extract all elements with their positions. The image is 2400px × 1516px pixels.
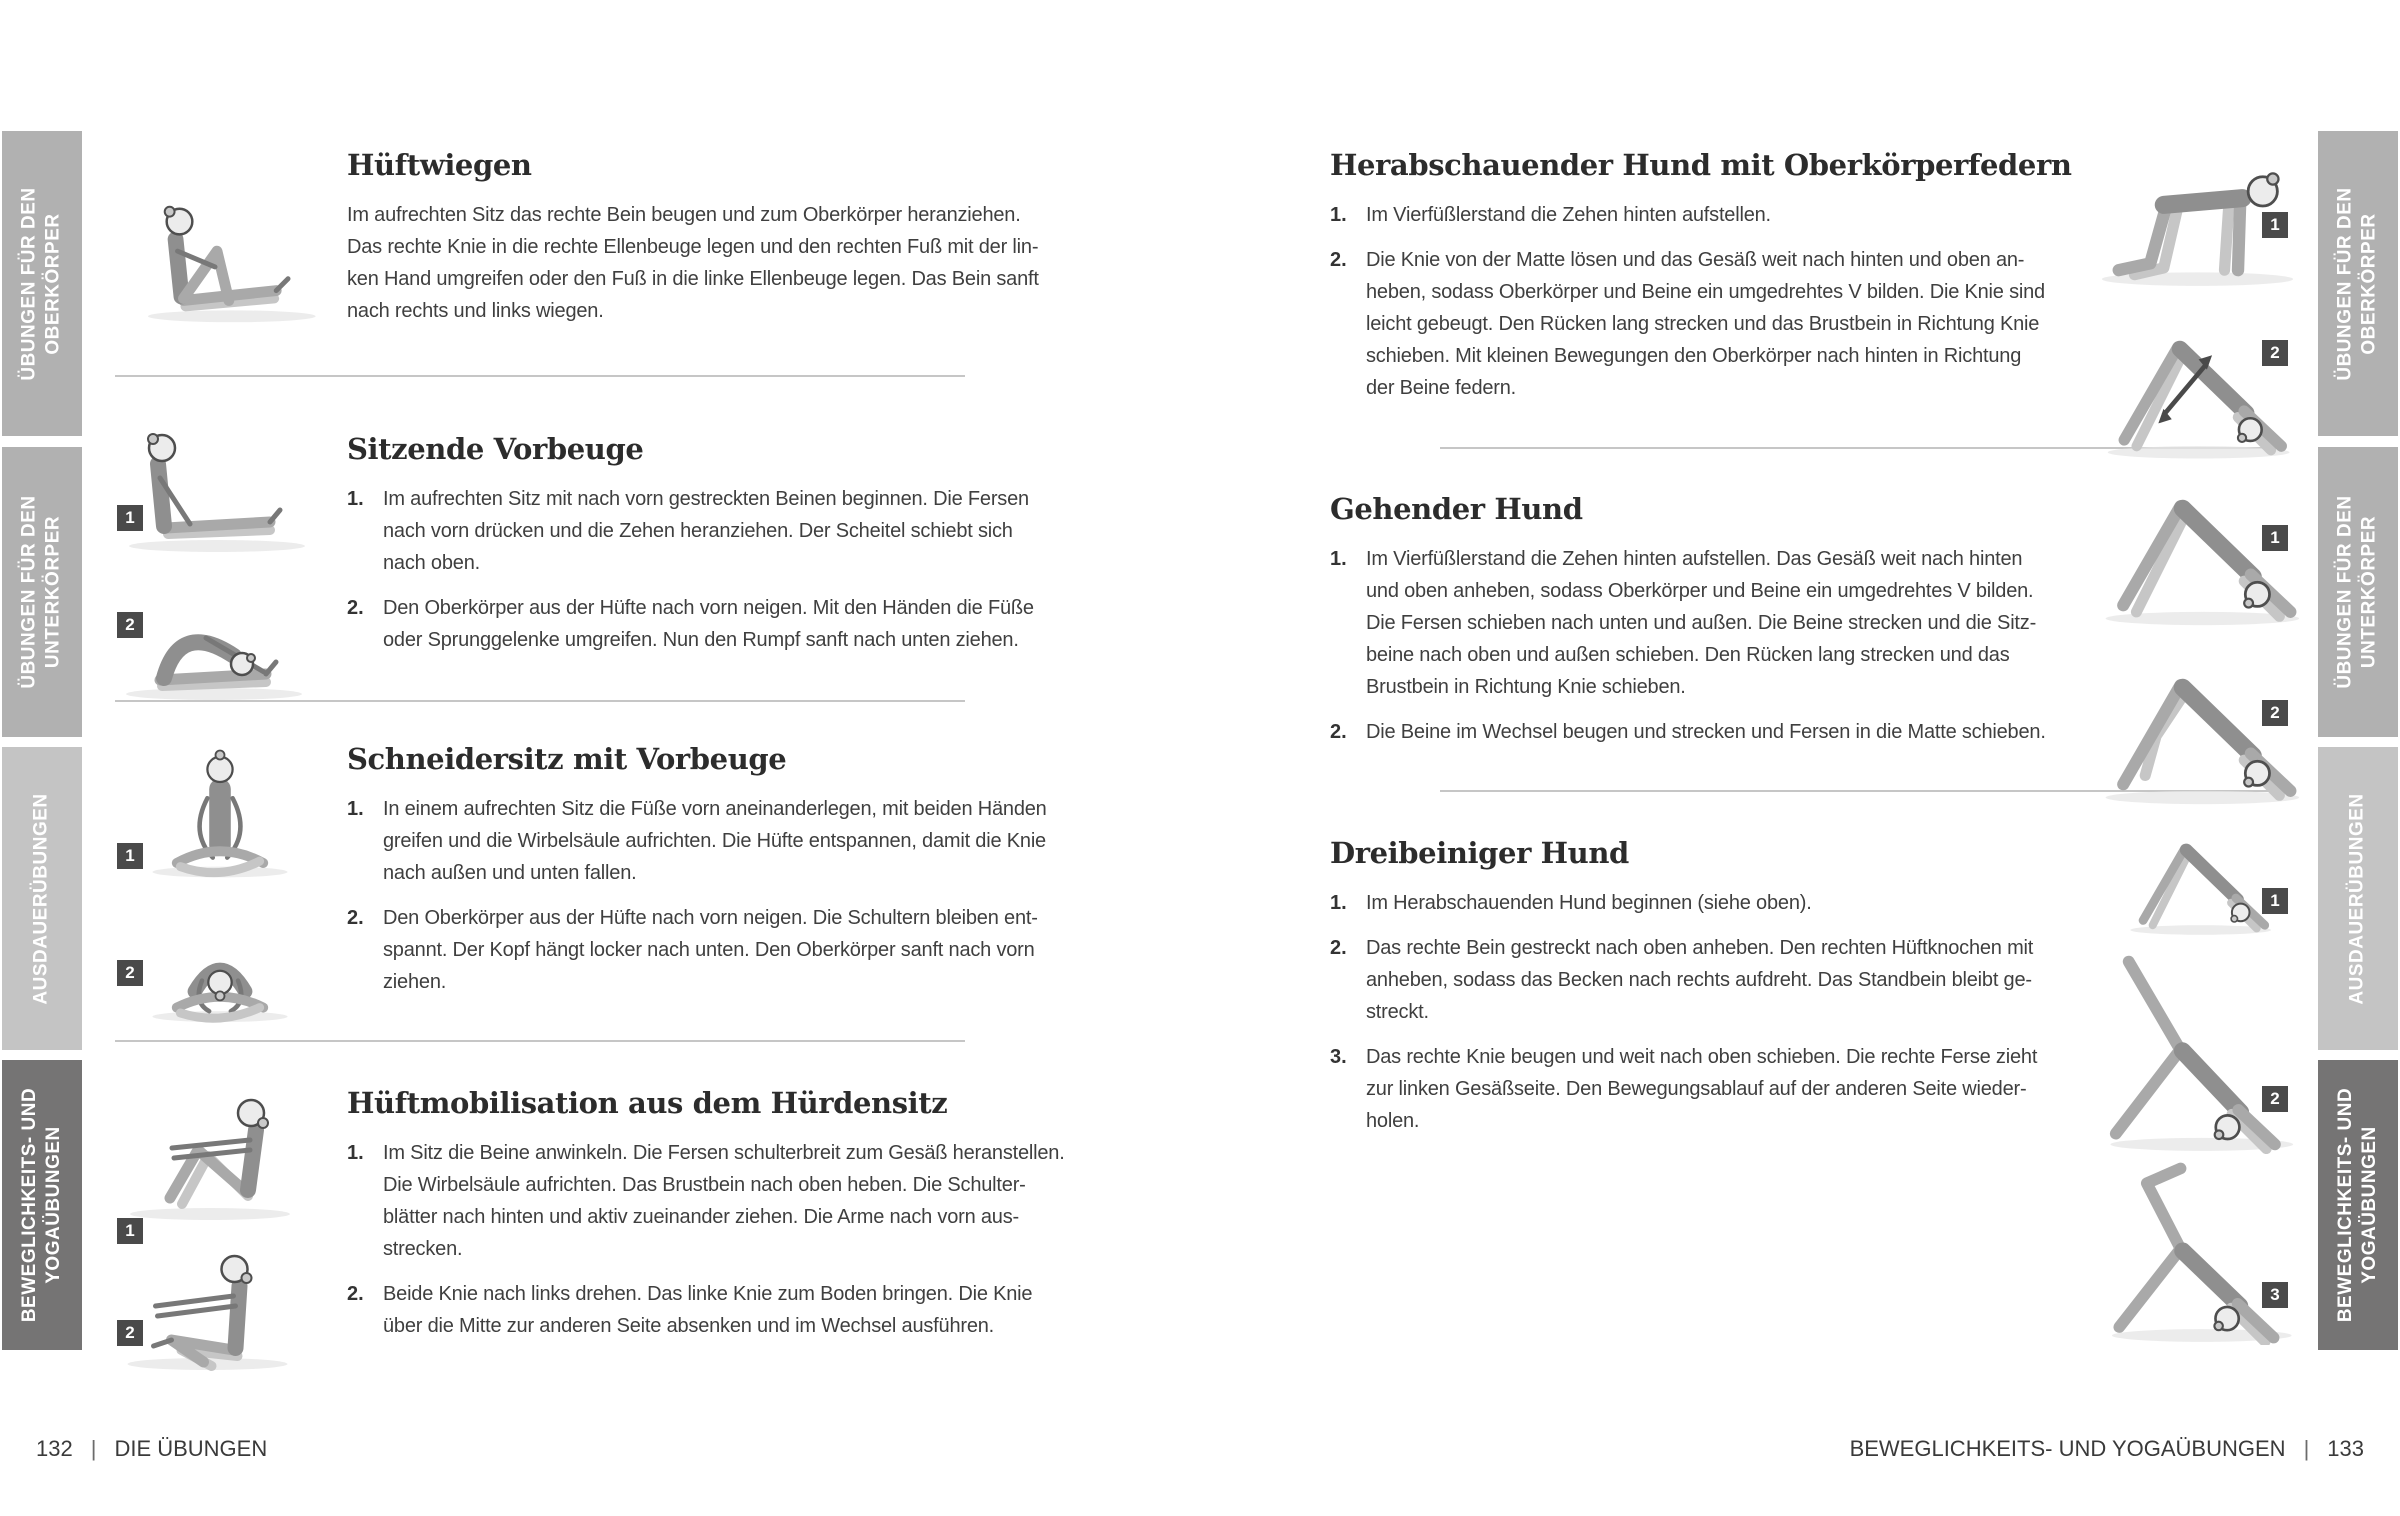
section-hueftmobilisation bbox=[347, 1084, 1065, 1355]
illustration-walking-dog-bent-knee bbox=[2088, 652, 2308, 822]
text-line: strecken. bbox=[383, 1238, 463, 1260]
text-line: Im Vierfüßlerstand die Zehen hinten aufstellen. Das Gesäß weit nach hinten bbox=[1366, 548, 2023, 570]
illustration-cross-legged-fold bbox=[130, 898, 310, 1038]
text-line: anheben, sodass das Becken nach rechts aufdreht. Das Standbein bleibt ge- bbox=[1366, 969, 2032, 991]
tab-uebungen-oberkoerper-left bbox=[2, 131, 82, 436]
step-badge: 2 bbox=[117, 960, 143, 986]
step-number: 2. bbox=[347, 1283, 364, 1305]
footer-separator: | bbox=[90, 1436, 97, 1461]
right-page-footer bbox=[1850, 1436, 2364, 1462]
section-title: Herabschauender Hund mit Oberkörperfedern bbox=[1330, 148, 2072, 182]
section-title: Gehender Hund bbox=[1330, 492, 1583, 526]
step-item bbox=[1330, 244, 2072, 404]
step-badge: 2 bbox=[2262, 340, 2288, 366]
text-line: Die Beine im Wechsel beugen und strecken und Fersen in die Matte schieben. bbox=[1366, 721, 2046, 743]
text-line: Im aufrechten Sitz mit nach vorn gestreckten Beinen beginnen. Die Fersen bbox=[383, 488, 1029, 510]
section-divider bbox=[115, 1040, 965, 1042]
step-badge: 1 bbox=[117, 505, 143, 531]
section-sitzende-vorbeuge bbox=[347, 430, 1034, 669]
text-line: greifen und die Wirbelsäule aufrichten. Die Hüfte entspannen, damit die Knie bbox=[383, 830, 1046, 852]
text-line: nach oben. bbox=[383, 552, 480, 574]
tab-label: AUSDAUERÜBUNGEN bbox=[31, 792, 53, 1005]
step-item bbox=[1330, 199, 2072, 231]
text-line: Den Oberkörper aus der Hüfte nach vorn neigen. Mit den Händen die Füße bbox=[383, 597, 1034, 619]
tab-label: ÜBUNGEN FÜR DEN OBERKÖRPER bbox=[19, 186, 64, 381]
tab-label: AUSDAUERÜBUNGEN bbox=[2347, 792, 2369, 1005]
step-item bbox=[347, 793, 1047, 889]
step-number: 1. bbox=[1330, 548, 1347, 570]
tab-beweglichkeits-yogauebungen-right-active bbox=[2318, 1060, 2398, 1350]
step-item bbox=[347, 1137, 1065, 1265]
text-line: leicht gebeugt. Den Rücken lang strecken und das Brustbein in Richtung Knie bbox=[1366, 313, 2040, 335]
page-number: 133 bbox=[2327, 1436, 2364, 1461]
step-number: 1. bbox=[347, 1142, 364, 1164]
text-line: nach außen und unten fallen. bbox=[383, 862, 637, 884]
tab-label: BEWEGLICHKEITS- UND YOGAÜBUNGEN bbox=[2335, 1087, 2381, 1323]
step-number: 2. bbox=[347, 907, 364, 929]
text-line: der Beine federn. bbox=[1366, 377, 1517, 399]
step-badge: 2 bbox=[2262, 1086, 2288, 1112]
tab-uebungen-unterkoerper-left bbox=[2, 447, 82, 737]
illustration-three-legged-dog-bent bbox=[2090, 1160, 2305, 1345]
tab-label: ÜBUNGEN FÜR DEN UNTERKÖRPER bbox=[19, 495, 64, 689]
footer-separator: | bbox=[2303, 1436, 2310, 1461]
text-line: schieben. Mit kleinen Bewegungen den Oberkörper nach hinten in Richtung bbox=[1366, 345, 2022, 367]
text-line: Das rechte Knie in die rechte Ellenbeuge legen und den rechten Fuß mit der lin- bbox=[347, 236, 1039, 258]
step-item bbox=[1330, 1041, 2037, 1137]
text-line: nach rechts und links wiegen. bbox=[347, 300, 604, 322]
section-title: Hüftwiegen bbox=[347, 148, 532, 182]
text-line: spannt. Der Kopf hängt locker nach unten. Den Oberkörper sanft nach vorn bbox=[383, 939, 1035, 961]
step-number: 1. bbox=[347, 488, 364, 510]
text-line: holen. bbox=[1366, 1110, 1420, 1132]
tab-ausdaueruebungen-left bbox=[2, 747, 82, 1050]
section-title: Schneidersitz mit Vorbeuge bbox=[347, 742, 787, 776]
text-line: Die Wirbelsäule aufrichten. Das Brustbein nach oben heben. Die Schulter- bbox=[383, 1174, 1026, 1196]
text-line: Das rechte Knie beugen und weit nach oben schieben. Die rechte Ferse zieht bbox=[1366, 1046, 2038, 1068]
illustration-seated-upright bbox=[92, 420, 312, 570]
step-item bbox=[1330, 716, 2046, 748]
text-line: ken Hand umgreifen oder den Fuß in die linke Ellenbeuge legen. Das Bein sanft bbox=[347, 268, 1039, 290]
text-line: streckt. bbox=[1366, 1001, 1429, 1023]
text-line: Brustbein in Richtung Knie schieben. bbox=[1366, 676, 1686, 698]
illustration-seated-forward-fold bbox=[92, 572, 312, 707]
section-intro bbox=[347, 199, 1039, 327]
step-badge: 1 bbox=[117, 1218, 143, 1244]
step-badge: 2 bbox=[117, 612, 143, 638]
step-item bbox=[1330, 887, 2037, 919]
text-line: Die Knie von der Matte lösen und das Gesäß weit nach hinten und oben an- bbox=[1366, 249, 2025, 271]
step-number: 3. bbox=[1330, 1046, 1347, 1068]
tab-label: ÜBUNGEN FÜR DEN UNTERKÖRPER bbox=[2335, 495, 2380, 689]
section-hueftwiegen bbox=[347, 146, 1039, 327]
step-number: 1. bbox=[1330, 892, 1347, 914]
text-line: Das rechte Bein gestreckt nach oben anheben. Den rechten Hüftknochen mit bbox=[1366, 937, 2034, 959]
tab-ausdaueruebungen-right bbox=[2318, 747, 2398, 1050]
illustration-situp-arms-forward bbox=[110, 1078, 310, 1238]
illustration-downward-dog bbox=[2088, 468, 2308, 648]
text-line: blätter nach hinten und aktiv zueinander ziehen. Die Arme nach vorn aus- bbox=[383, 1206, 1019, 1228]
left-page-footer bbox=[36, 1436, 267, 1462]
text-line: ziehen. bbox=[383, 971, 447, 993]
footer-section-label: BEWEGLICHKEITS- UND YOGAÜBUNGEN bbox=[1849, 1436, 2286, 1461]
text-line: beine nach oben und außen schieben. Den Rücken lang strecken und das bbox=[1366, 644, 2010, 666]
step-item bbox=[1330, 543, 2046, 703]
footer-section-label: DIE ÜBUNGEN bbox=[114, 1436, 268, 1461]
illustration-cross-legged-upright bbox=[130, 738, 310, 898]
text-line: Im aufrechten Sitz das rechte Bein beugen und zum Oberkörper heranziehen. bbox=[347, 204, 1021, 226]
text-line: In einem aufrechten Sitz die Füße vorn aneinanderlegen, mit beiden Händen bbox=[383, 798, 1047, 820]
section-schneidersitz bbox=[347, 740, 1047, 1011]
section-divider bbox=[115, 375, 965, 377]
step-badge: 1 bbox=[2262, 525, 2288, 551]
illustration-three-legged-dog-straight bbox=[2090, 948, 2305, 1158]
section-title: Sitzende Vorbeuge bbox=[347, 432, 644, 466]
step-item bbox=[347, 592, 1034, 656]
step-number: 1. bbox=[1330, 204, 1347, 226]
section-dreibeiniger-hund bbox=[1330, 834, 2037, 1150]
tab-uebungen-unterkoerper-right bbox=[2318, 447, 2398, 737]
step-badge: 1 bbox=[2262, 888, 2288, 914]
step-number: 2. bbox=[1330, 249, 1347, 271]
text-line: Im Sitz die Beine anwinkeln. Die Fersen schulterbreit zum Gesäß heranstellen. bbox=[383, 1142, 1065, 1164]
step-badge: 3 bbox=[2262, 1282, 2288, 1308]
tab-label: ÜBUNGEN FÜR DEN OBERKÖRPER bbox=[2335, 186, 2380, 381]
text-line: Den Oberkörper aus der Hüfte nach vorn neigen. Die Schultern bleiben ent- bbox=[383, 907, 1038, 929]
section-gehender-hund bbox=[1330, 490, 2046, 761]
step-item bbox=[347, 1278, 1065, 1342]
step-item bbox=[347, 902, 1047, 998]
tab-uebungen-oberkoerper-right bbox=[2318, 131, 2398, 436]
text-line: Im Vierfüßlerstand die Zehen hinten aufstellen. bbox=[1366, 204, 1771, 226]
text-line: heben, sodass Oberkörper und Beine ein umgedrehtes V bilden. Die Knie sind bbox=[1366, 281, 2045, 303]
step-badge: 1 bbox=[117, 843, 143, 869]
section-title: Hüftmobilisation aus dem Hürdensitz bbox=[347, 1086, 948, 1120]
section-title: Dreibeiniger Hund bbox=[1330, 836, 1629, 870]
illustration-downward-dog-small bbox=[2090, 826, 2305, 946]
text-line: zur linken Gesäßseite. Den Bewegungsablauf auf der anderen Seite wieder- bbox=[1366, 1078, 2027, 1100]
tab-label: BEWEGLICHKEITS- UND YOGAÜBUNGEN bbox=[19, 1087, 65, 1323]
illustration-seated-hugging-knee bbox=[112, 188, 322, 336]
step-number: 2. bbox=[347, 597, 364, 619]
text-line: Beide Knie nach links drehen. Das linke Knie zum Boden bringen. Die Knie bbox=[383, 1283, 1033, 1305]
illustration-situp-knees-side bbox=[100, 1238, 315, 1378]
step-item bbox=[1330, 932, 2037, 1028]
text-line: über die Mitte zur anderen Seite absenken und im Wechsel ausführen. bbox=[383, 1315, 995, 1337]
text-line: nach vorn drücken und die Zehen heranziehen. Der Scheitel schiebt sich bbox=[383, 520, 1013, 542]
step-badge: 2 bbox=[117, 1320, 143, 1346]
step-number: 1. bbox=[347, 798, 364, 820]
tab-beweglichkeits-yogauebungen-left-active bbox=[2, 1060, 82, 1350]
section-herabschauender-hund bbox=[1330, 146, 2072, 417]
text-line: Die Fersen schieben nach unten und außen. Die Beine strecken und die Sitz- bbox=[1366, 612, 2037, 634]
text-line: und oben anheben, sodass Oberkörper und Beine ein umgedrehtes V bilden. bbox=[1366, 580, 2034, 602]
step-badge: 1 bbox=[2262, 212, 2288, 238]
step-badge: 2 bbox=[2262, 700, 2288, 726]
step-number: 2. bbox=[1330, 721, 1347, 743]
page-number: 132 bbox=[36, 1436, 73, 1461]
text-line: oder Sprunggelenke umgreifen. Nun den Rumpf sanft nach unten ziehen. bbox=[383, 629, 1019, 651]
step-number: 2. bbox=[1330, 937, 1347, 959]
text-line: Im Herabschauenden Hund beginnen (siehe oben). bbox=[1366, 892, 1812, 914]
step-item bbox=[347, 483, 1034, 579]
